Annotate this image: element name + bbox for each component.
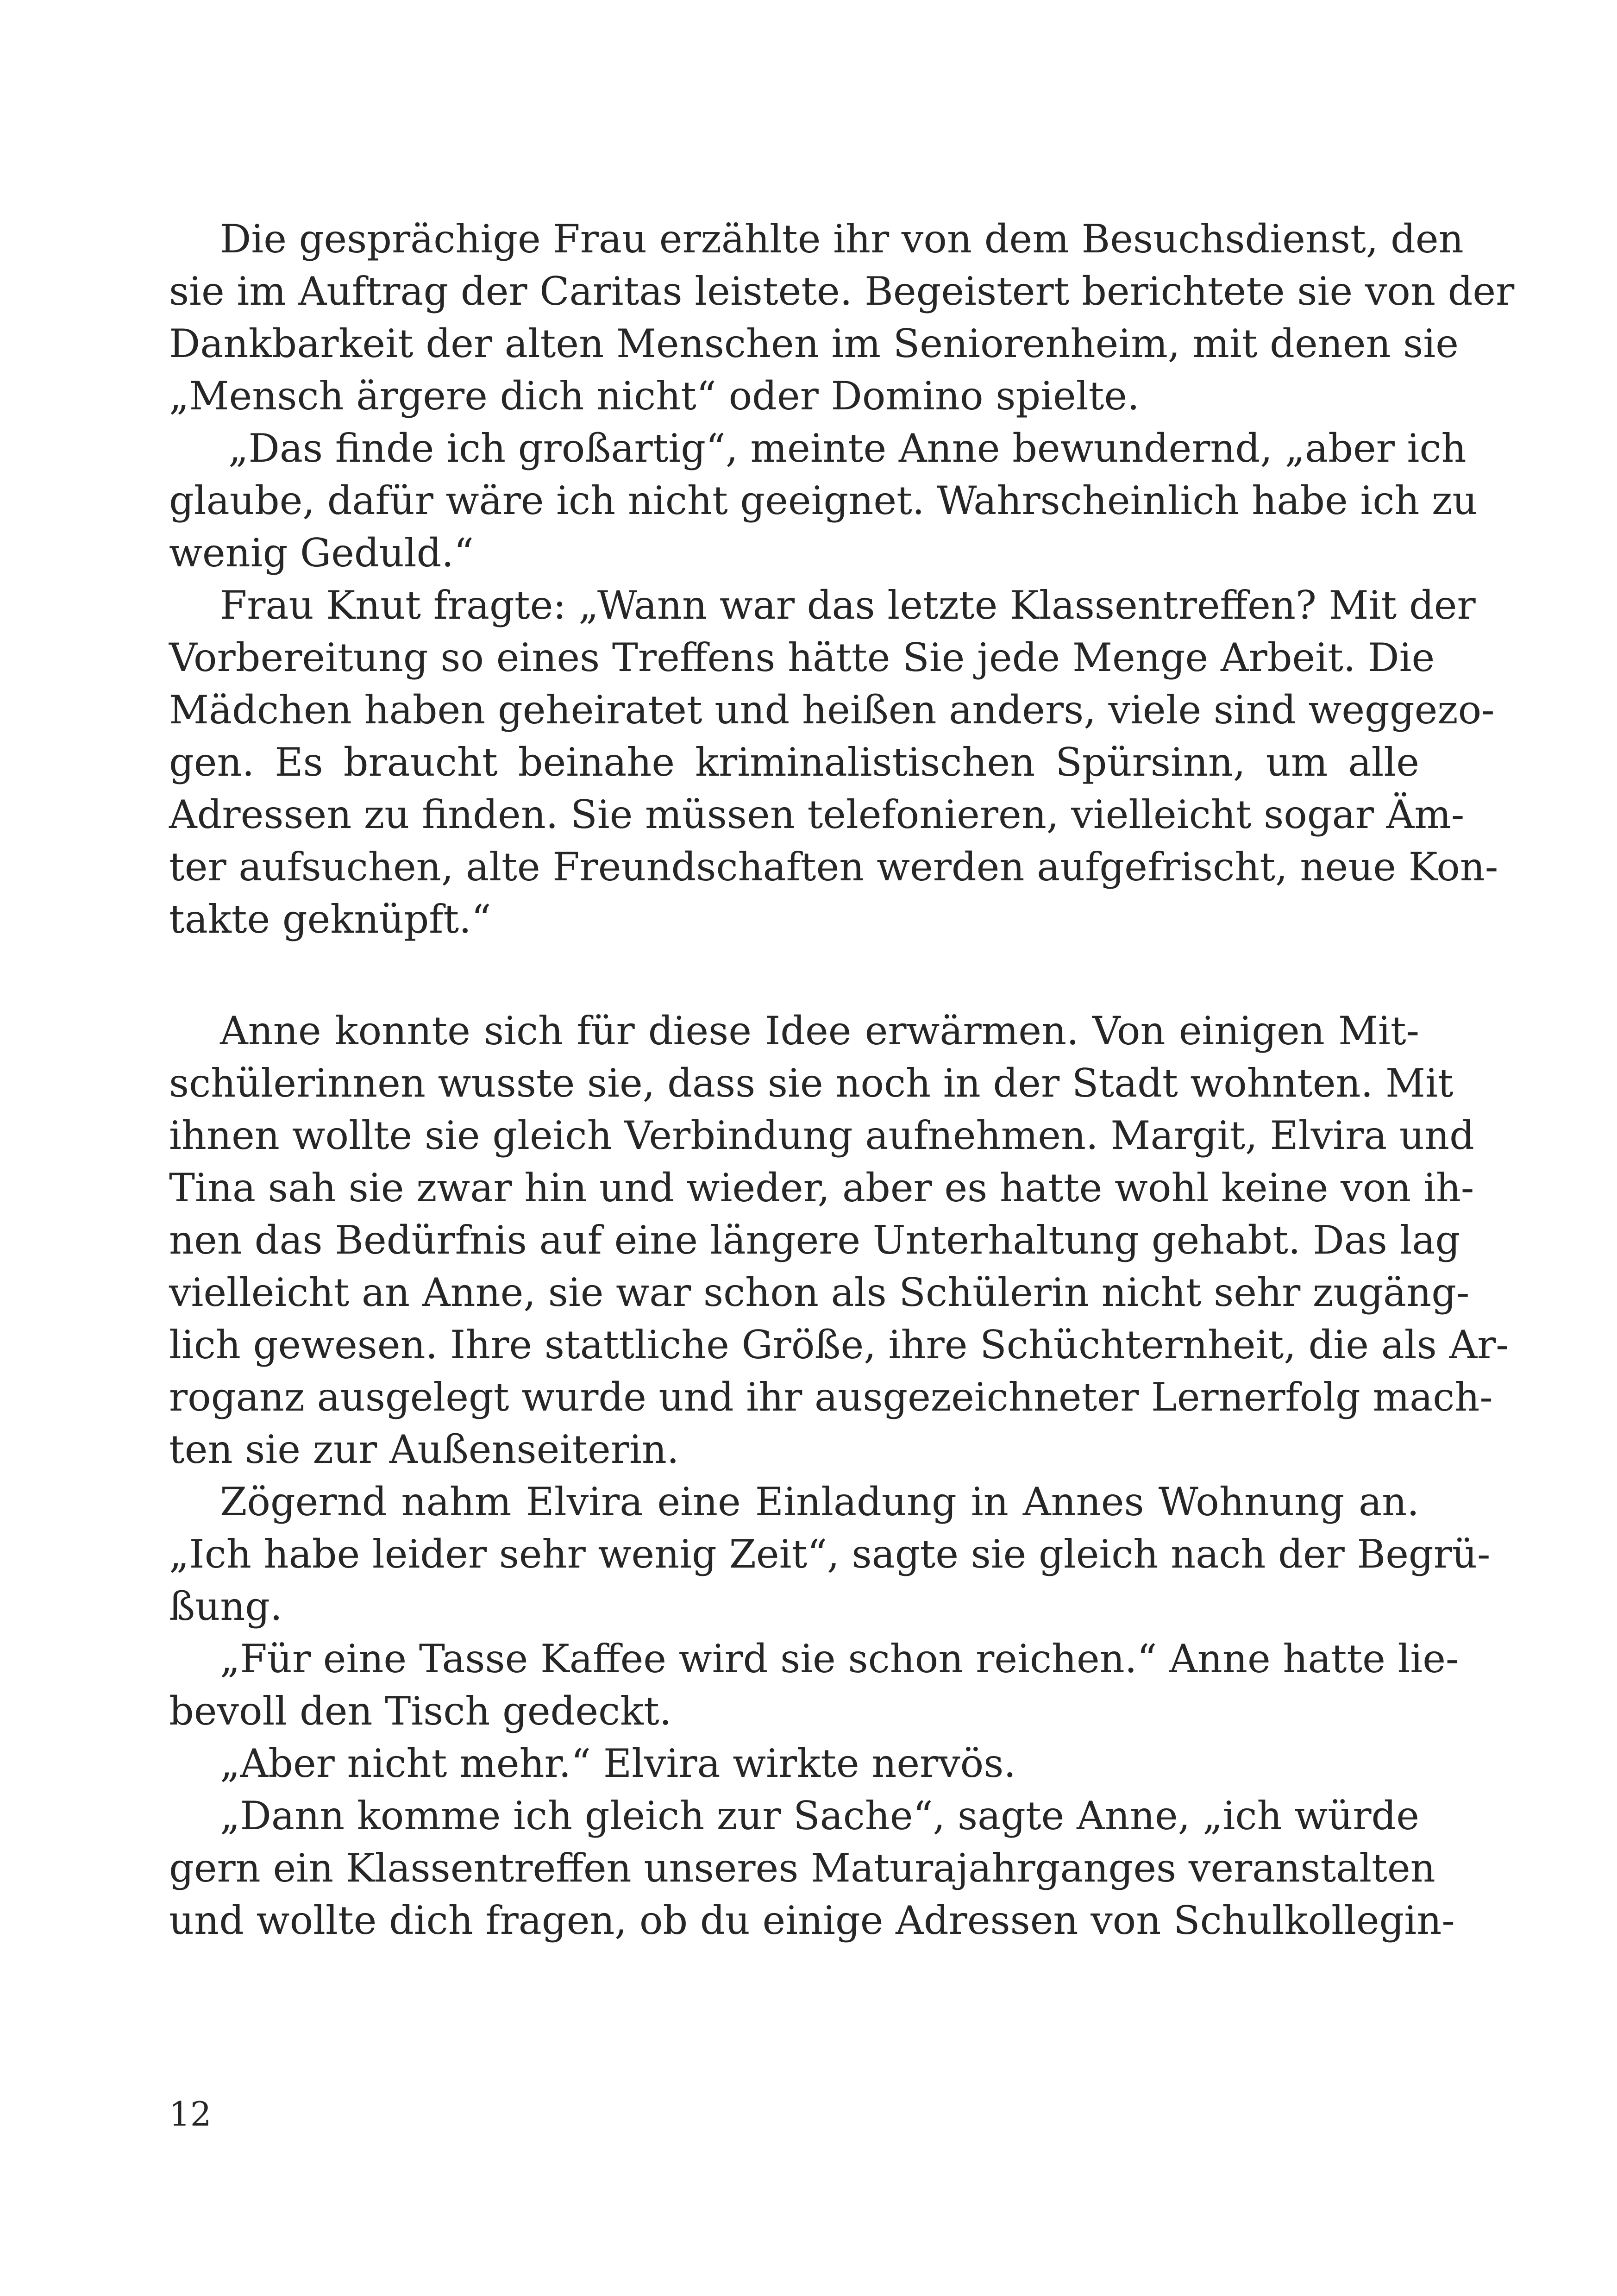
text-line: glaube, dafür wäre ich nicht geeignet. Wahrscheinlich habe ich zu <box>169 478 1478 523</box>
text-line: ter aufsuchen, alte Freundschaften werden aufgefrischt, neue Kon- <box>169 844 1498 890</box>
text-line: Anne konnte sich für diese Idee erwärmen. Von einigen Mit- <box>220 1008 1419 1054</box>
text-line: gen. Es braucht beinahe kriminalistischen Spürsinn, um alle <box>169 740 1419 785</box>
text-line: „Für eine Tasse Kaffee wird sie schon reichen.“ Anne hatte lie- <box>220 1636 1459 1681</box>
text-line: Dankbarkeit der alten Menschen im Seniorenheim, mit denen sie <box>169 321 1459 366</box>
text-line: Mädchen haben geheiratet und heißen anders, viele sind weggezo- <box>169 687 1495 733</box>
text-line: und wollte dich fragen, ob du einige Adressen von Schulkollegin- <box>169 1898 1455 1943</box>
text-line: nen das Bedürfnis auf eine längere Unterhaltung gehabt. Das lag <box>169 1217 1460 1263</box>
text-line: „Dann komme ich gleich zur Sache“, sagte Anne, „ich würde <box>220 1793 1419 1838</box>
text-line: Zögernd nahm Elvira eine Einladung in Annes Wohnung an. <box>220 1479 1419 1524</box>
text-line: „Mensch ärgere dich nicht“ oder Domino spielte. <box>169 373 1140 419</box>
text-line: wenig Geduld.“ <box>169 530 474 576</box>
text-line: Vorbereitung so eines Treffens hätte Sie jede Menge Arbeit. Die <box>169 635 1435 680</box>
text-line: sie im Auftrag der Caritas leistete. Begeistert berichtete sie von der <box>169 269 1515 314</box>
text-line: ßung. <box>169 1584 282 1629</box>
text-line: ten sie zur Außenseiterin. <box>169 1427 679 1472</box>
page-number: 12 <box>169 2095 212 2133</box>
text-line: roganz ausgelegt wurde und ihr ausgezeichneter Lernerfolg mach- <box>169 1374 1493 1420</box>
text-line: Frau Knut fragte: „Wann war das letzte Klassentreffen? Mit der <box>220 583 1476 628</box>
text-section-2 <box>169 1005 1509 1947</box>
text-line: gern ein Klassentreffen unseres Maturajahrganges veranstalten <box>169 1845 1435 1891</box>
text-line: „Aber nicht mehr.“ Elvira wirkte nervös. <box>220 1741 1016 1786</box>
text-line: Tina sah sie zwar hin und wieder, aber es hatte wohl keine von ih- <box>169 1165 1474 1211</box>
text-line: vielleicht an Anne, sie war schon als Schülerin nicht sehr zugäng- <box>169 1270 1470 1315</box>
text-section-1 <box>169 213 1515 946</box>
text-line: schülerinnen wusste sie, dass sie noch in der Stadt wohnten. Mit <box>169 1060 1454 1106</box>
text-line: takte geknüpft.“ <box>169 897 491 942</box>
text-line: Adressen zu finden. Sie müssen telefonieren, vielleicht sogar Äm- <box>169 792 1465 837</box>
text-line: bevoll den Tisch gedeckt. <box>169 1688 672 1734</box>
text-line: Die gesprächige Frau erzählte ihr von dem Besuchsdienst, den <box>220 216 1464 262</box>
text-line: „Das finde ich großartig“, meinte Anne bewundernd, „aber ich <box>228 426 1467 471</box>
text-line: ihnen wollte sie gleich Verbindung aufnehmen. Margit, Elvira und <box>169 1113 1474 1158</box>
text-line: lich gewesen. Ihre stattliche Größe, ihre Schüchternheit, die als Ar- <box>169 1322 1509 1368</box>
text-line: „Ich habe leider sehr wenig Zeit“, sagte sie gleich nach der Begrü- <box>169 1531 1491 1577</box>
